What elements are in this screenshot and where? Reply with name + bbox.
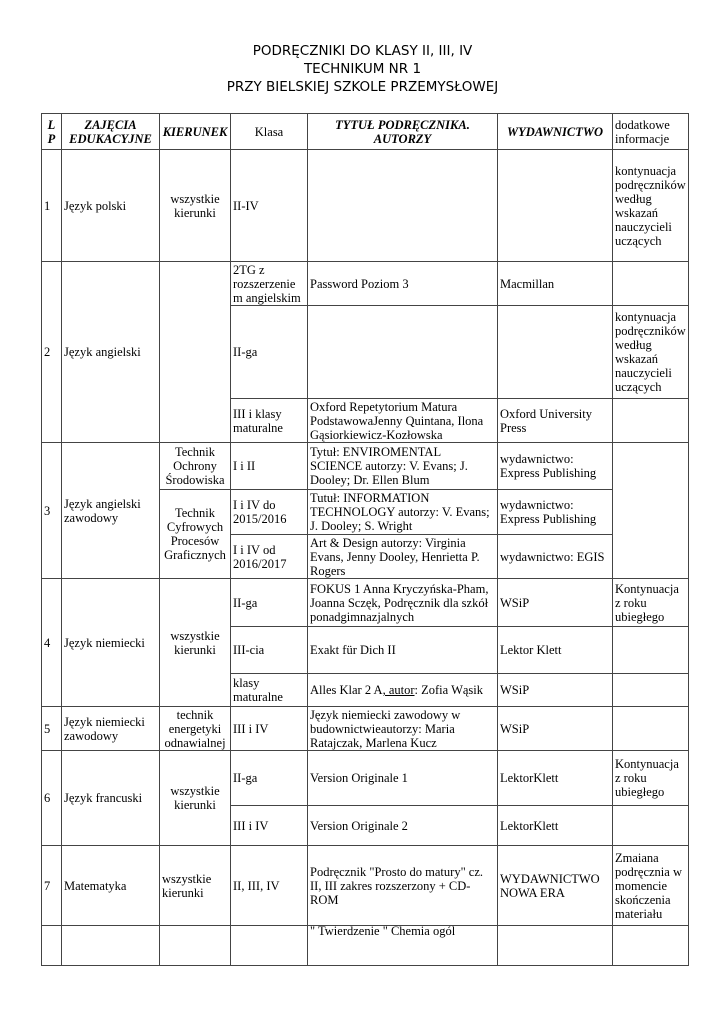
row-wydawnictwo: wydawnictwo: Express Publishing [498, 490, 613, 535]
document-title [0, 42, 725, 96]
row-info: Kontynuacja z roku ubiegłego [613, 751, 689, 806]
row-kierunek [160, 262, 231, 443]
row-info: Zmaiana podręcznia w momencie skończenia materiału [613, 846, 689, 926]
row-klasa: III i IV [231, 707, 308, 751]
header-tytul: TYTUŁ PODRĘCZNIKA. AUTORZY [308, 114, 498, 150]
row-info [613, 674, 689, 707]
row-subject: Język francuski [62, 751, 160, 846]
table-row [42, 262, 689, 306]
row-klasa: III-cia [231, 627, 308, 674]
row-wydawnictwo: WSiP [498, 707, 613, 751]
row-info: Kontynuacja z roku ubiegłego [613, 579, 689, 627]
author-link[interactable]: , autor [382, 683, 415, 697]
table-row [42, 443, 689, 490]
row-kierunek: wszystkie kierunki [160, 846, 231, 926]
table-row [42, 150, 689, 262]
row-tytul: Tutuł: INFORMATION TECHNOLOGY autorzy: V. Evans; J. Dooley; S. Wright [308, 490, 498, 535]
row-wydawnictwo: wydawnictwo: EGIS [498, 535, 613, 579]
row-lp: 1 [42, 150, 62, 262]
row-klasa: III i IV [231, 806, 308, 846]
title-line-3: PRZY BIELSKIEJ SZKOLE PRZEMYSŁOWEJ [226, 79, 499, 95]
row-lp: 7 [42, 846, 62, 926]
header-klasa: Klasa [231, 114, 308, 150]
row-kierunek: Technik Cyfrowych Procesów Graficznych [160, 490, 231, 579]
row-subject [62, 926, 160, 966]
row-info [613, 443, 689, 579]
row-wydawnictwo: Macmillan [498, 262, 613, 306]
row-tytul: Version Originale 1 [308, 751, 498, 806]
row-info [613, 262, 689, 306]
row-lp: 2 [42, 262, 62, 443]
row-kierunek: wszystkie kierunki [160, 579, 231, 707]
row-kierunek: technik energetyki odnawialnej [160, 707, 231, 751]
author-text: : Zofia Wąsik [414, 683, 483, 697]
table-row [42, 751, 689, 806]
row-klasa: II-ga [231, 751, 308, 806]
row-tytul: FOKUS 1 Anna Kryczyńska-Pham, Joanna Sczęk, Podręcznik dla szkół ponadgimnazjalnych [308, 579, 498, 627]
header-info: dodatkowe informacje [613, 114, 689, 150]
header-zajecia: ZAJĘCIA EDUKACYJNE [62, 114, 160, 150]
row-subject: Język niemiecki [62, 579, 160, 707]
row-subject: Język angielski [62, 262, 160, 443]
row-klasa: III i klasy maturalne [231, 399, 308, 443]
row-wydawnictwo: WYDAWNICTWO NOWA ERA [498, 846, 613, 926]
row-tytul: Język niemiecki zawodowy w budownictwieautorzy: Maria Ratajczak, Marlena Kucz [308, 707, 498, 751]
row-klasa: II-ga [231, 306, 308, 399]
row-info: kontynuacja podręczników według wskazań nauczycieli uczących [613, 306, 689, 399]
row-wydawnictwo: WSiP [498, 579, 613, 627]
row-lp: 4 [42, 579, 62, 707]
row-lp: 3 [42, 443, 62, 579]
textbook-table [41, 113, 689, 966]
row-tytul [308, 306, 498, 399]
row-wydawnictwo: LektorKlett [498, 751, 613, 806]
row-klasa: I i II [231, 443, 308, 490]
row-kierunek: wszystkie kierunki [160, 150, 231, 262]
row-kierunek [160, 926, 231, 966]
row-info [613, 707, 689, 751]
row-info [613, 806, 689, 846]
row-tytul: Version Originale 2 [308, 806, 498, 846]
table-row [42, 579, 689, 627]
textbook-table-wrapper [41, 113, 688, 938]
row-lp: 6 [42, 751, 62, 846]
row-wydawnictwo: Oxford University Press [498, 399, 613, 443]
row-wydawnictwo: wydawnictwo: Express Publishing [498, 443, 613, 490]
row-klasa: I i IV do 2015/2016 [231, 490, 308, 535]
title-line-1: PODRĘCZNIKI DO KLASY II, III, IV [252, 43, 473, 59]
row-tytul: Password Poziom 3 [308, 262, 498, 306]
row-klasa: II-IV [231, 150, 308, 262]
row-lp [42, 926, 62, 966]
header-wydawnictwo: WYDAWNICTWO [498, 114, 613, 150]
row-kierunek: Technik Ochrony Środowiska [160, 443, 231, 490]
row-tytul: Oxford Repetytorium Matura PodstawowaJenny Quintana, Ilona Gąsiorkiewicz-Kozłowska [308, 399, 498, 443]
row-klasa: II-ga [231, 579, 308, 627]
row-info [613, 399, 689, 443]
table-row [42, 926, 689, 966]
header-lp: LP [42, 114, 62, 150]
row-klasa: II, III, IV [231, 846, 308, 926]
row-tytul: Exakt für Dich II [308, 627, 498, 674]
title-line-2: TECHNIKUM NR 1 [303, 61, 422, 77]
row-klasa: klasy maturalne [231, 674, 308, 707]
row-wydawnictwo: Lektor Klett [498, 627, 613, 674]
row-lp: 5 [42, 707, 62, 751]
row-wydawnictwo [498, 150, 613, 262]
row-subject: Język polski [62, 150, 160, 262]
header-kierunek: KIERUNEK [160, 114, 231, 150]
row-wydawnictwo [498, 306, 613, 399]
row-klasa [231, 926, 308, 966]
row-info [613, 627, 689, 674]
row-info: kontynuacja podręczników według wskazań nauczycieli uczących [613, 150, 689, 262]
row-tytul: Art & Design autorzy: Virginia Evans, Jenny Dooley, Henrietta P. Rogers [308, 535, 498, 579]
row-subject: Matematyka [62, 846, 160, 926]
row-tytul [308, 674, 498, 707]
table-row [42, 846, 689, 926]
row-klasa: 2TG z rozszerzeniem angielskim [231, 262, 308, 306]
row-tytul: Tytuł: ENVIROMENTAL SCIENCE autorzy: V. Evans; J. Dooley; Dr. Ellen Blum [308, 443, 498, 490]
row-tytul: Podręcznik "Prosto do matury" cz. II, III zakres rozszerzony + CD-ROM [308, 846, 498, 926]
row-info [613, 926, 689, 966]
row-tytul: " Twierdzenie " Chemia ogól [308, 926, 498, 966]
row-kierunek: wszystkie kierunki [160, 751, 231, 846]
row-subject: Język niemiecki zawodowy [62, 707, 160, 751]
row-wydawnictwo: LektorKlett [498, 806, 613, 846]
row-subject: Język angielski zawodowy [62, 443, 160, 579]
row-wydawnictwo: WSiP [498, 674, 613, 707]
row-klasa: I i IV od 2016/2017 [231, 535, 308, 579]
row-tytul [308, 150, 498, 262]
table-row [42, 707, 689, 751]
title-text: Alles Klar 2 A [310, 683, 383, 697]
table-header-row [42, 114, 689, 150]
row-wydawnictwo [498, 926, 613, 966]
